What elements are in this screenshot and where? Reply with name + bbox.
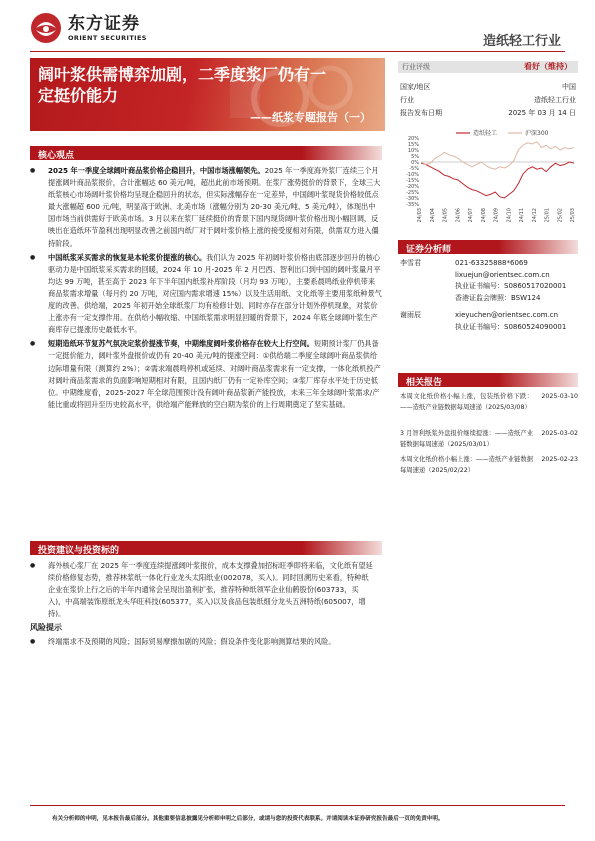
core-bullet: ● 中国纸浆采买需求的恢复是本轮浆价提涨的核心。我们认为 2025 年初阔叶浆价格由底部逐步回升的核心驱动力是中国纸浆采买需求的回暖，2024 年 10 月-2025 年 2 月巴西、智利出口到中国的阔叶浆量月平均达 99 万吨，甚至高于 2023 年下半年国内纸浆补库阶段（月均 93 万吨），主要系晨鸣纸业停机带来商品浆需求增量（每月约 20 万吨，对应国内需求增速 15%）以及生活用纸、文化纸等主要用浆纸种景气度的改善。供给端，2025 年初开始全球纸浆厂均有检修计划、同时亦存在部分计划外停机现象，对浆价上涨亦有一定支撑作用。在供给小幅收缩、中国纸浆需求明显回暖的背景下，2024 年底全球阔叶浆生产商库存已提涨历史最低水平。 [30,252,382,337]
y-tick-label: 10% [407,148,419,154]
invest-bullet: ● 海外核心浆厂在 2025 年一季度连续提涨阔叶浆报价，成本支撑叠加招标旺季即将来临，文化纸有望延续价格修复态势，推荐林浆纸一体化行业龙头太阳纸业(002078，买入)。同时回溯历史来看，特种纸企业在浆价上行之后的半年内通常会呈现出盈利扩张，推荐特种纸领军企业仙鹤股份(603733，买入)，中高端装饰原纸龙头华旺科技(605377，买入)以及食品包装纸细分龙头五洲特纸(605007，增持)。 [30,560,375,620]
risk-title: 风险提示 [30,623,62,633]
risk-bullet: ● 终端需求不及预期的风险；国际贸易摩擦加剧的风险；假设条件变化影响测算结果的风险。 [30,636,375,648]
x-tick-label: 24/12 [531,208,538,223]
y-tick-label: 0% [411,160,419,166]
rating-label: 行业评级 [402,63,430,71]
x-tick-label: 25/01 [544,208,551,223]
logo-en-text: ORIENT SECURITIES [68,33,147,42]
legend-label: 沪深300 [525,130,549,137]
y-tick-label: -15% [406,178,419,184]
x-tick-label: 24/06 [455,208,462,223]
report-subtitle: ——纸浆专题报告（一） [250,111,371,124]
rating-value: 看好（维持） [524,62,572,71]
x-tick-label: 25/02 [557,208,564,223]
x-tick-label: 24/05 [442,208,449,223]
y-tick-label: 20% [407,136,419,142]
y-tick-label: 15% [407,142,419,148]
title-banner [30,58,385,131]
y-tick-label: -25% [406,190,419,196]
x-tick-label: 24/08 [480,208,487,223]
logo-mark-icon [30,12,62,44]
info-row-region: 国家/地区 中国 [400,83,576,91]
x-tick-label: 24/04 [429,208,436,223]
x-tick-label: 24/09 [493,208,500,223]
info-row-industry: 行业 造纸轻工行业 [400,96,576,104]
logo-cn-text: 东方证券 [68,13,140,34]
footer-disclaimer: 有关分析师的申明，见本报告最后部分。其他重要信息披露见分析师申明之后部分，或请与您的投资代表联系。并请阅读本证券研究报告最后一页的免责申明。 [52,816,444,822]
series-line-paper [421,162,574,198]
series-line-csi300 [421,142,574,170]
legend-label: 造纸轻工 [473,130,498,137]
header-divider [30,51,565,52]
invest-section-header: 投资建议与投资标的 [30,541,382,555]
info-row-date: 报告发布日期 2025 年 03 月 14 日 [400,109,576,117]
company-logo [30,12,147,44]
report-title: 阔叶浆供需博弈加剧，二季度浆厂仍有一 定挺价能力 [38,65,327,105]
invest-content [30,560,375,650]
core-bullet: ● 短期造纸环节复苏气氛决定浆价提涨节奏，中期维度阔叶浆价格存在较大上行空间。短期预计浆厂仍具备一定挺价能力，阔叶浆外盘报价或仍有 20-40 美元/吨的提涨空间：①供给端二季度全球阔叶商品浆供给边际增量有限（测算约 2%）；②需求端晨鸣停机或延续、对阔叶商品浆需求有一定支撑，一体化纸机投产对阔叶商品浆需求的负面影响短期相对有限，且国内纸厂仍有一定补库空间；③浆厂库存水平处于历史低位。中期维度看，2025-2027 年全球范围预计没有阔叶商品浆新产能投放，未来三年全球阔叶浆需求/产能比重或将回升至历史较高水平，供给端产能释放的空白期为浆价的上行周期奠定了坚实基础。 [30,338,382,411]
y-tick-label: -20% [406,184,419,190]
x-tick-label: 24/03 [417,208,423,223]
x-tick-label: 25/03 [570,208,576,223]
analyst-section-header: 证券分析师 [398,240,578,254]
y-tick-label: 5% [411,154,419,160]
core-bullet: ● 2025 年一季度全球阔叶商品浆价格企稳回升，中国市场涨幅领先。2025 年一季度海外浆厂连续三个月提涨阔叶商品浆报价，合计涨幅达 60 美元/吨，超出此前市场预期。在浆厂涨势挺价的背景下，全球三大纸浆核心市场阔叶浆价格均呈现企稳回升的状态，但实际涨幅存在一定差异，中国阔叶浆现货价格较低点最大涨幅超 600 元/吨，明显高于欧洲、北美市场（涨幅分别为 20-30 美元/吨、5 美元/吨），体现出中国市场当前供需好于欧美市场。3 月以来在浆厂延续挺价的背景下国内现货阔叶浆价格出现小幅回调，反映出在造纸环节盈利出现明显改善之前国内纸厂对于阔叶浆价格上涨的接受度相对有限，供需双方进入僵持阶段。 [30,165,382,250]
x-tick-label: 24/07 [468,208,474,223]
industry-tag: 造纸轻工行业 [482,34,561,49]
related-section-header: 相关报告 [398,373,578,387]
y-tick-label: -10% [406,172,419,178]
core-section-header: 核心观点 [30,146,382,160]
y-tick-label: -5% [409,166,419,172]
x-tick-label: 24/11 [519,208,525,223]
x-tick-label: 24/10 [506,208,513,223]
y-tick-label: -35% [406,202,419,208]
core-content [30,165,382,413]
y-tick-label: -30% [406,196,419,202]
industry-rating-bar [398,61,578,73]
performance-chart [396,128,581,233]
footer-divider [30,805,565,806]
